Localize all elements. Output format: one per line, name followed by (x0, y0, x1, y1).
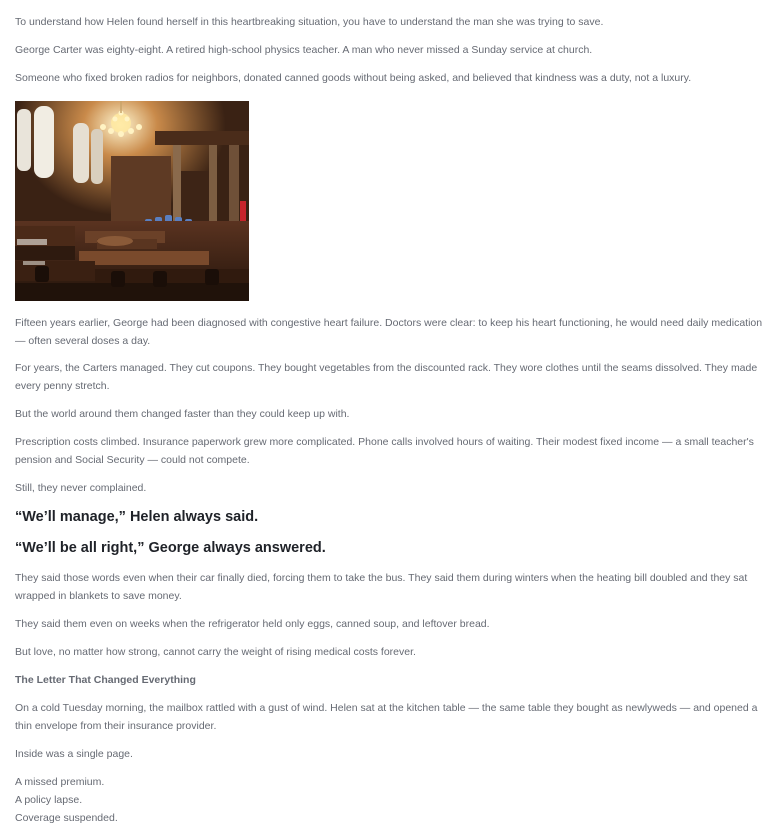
pull-quote-helen: “We’ll manage,” Helen always said. (15, 509, 259, 525)
closing-line: A policy lapse. (15, 794, 83, 806)
paragraph: For years, the Carters managed. They cut coupons. They bought vegetables from the discounted rack. They wore clothes until the seams dissolved. They made every penny stretch. (15, 362, 758, 392)
pull-quote-george: “We’ll be all right,” George always answered. (15, 540, 326, 556)
paragraph: Fifteen years earlier, George had been diagnosed with congestive heart failure. Doctors were clear: to keep his heart functioning, he would need daily medication — often several doses a day. (15, 317, 763, 347)
paragraph: Still, they never complained. (15, 482, 147, 494)
closing-lines (15, 773, 767, 827)
paragraph: On a cold Tuesday morning, the mailbox rattled with a gust of wind. Helen sat at the kitchen table — the same table they bought as newlyweds — and opened a thin envelope from their insurance provider. (15, 702, 758, 732)
closing-line: A missed premium. (15, 776, 105, 788)
paragraph: Prescription costs climbed. Insurance paperwork grew more complicated. Phone calls involved hours of waiting. Their modest fixed income — a small teacher's pension and Social Security — could not compete. (15, 436, 754, 466)
paragraph: Inside was a single page. (15, 748, 133, 760)
paragraph: To understand how Helen found herself in this heartbreaking situation, you have to understand the man she was trying to save. (15, 16, 604, 28)
paragraph: They said those words even when their car finally died, forcing them to take the bus. They said them during winters when the heating bill doubled and they sat wrapped in blankets to save money. (15, 572, 748, 602)
paragraph: But love, no matter how strong, cannot carry the weight of rising medical costs forever. (15, 646, 416, 658)
paragraph: They said them even on weeks when the refrigerator held only eggs, canned soup, and leftover bread. (15, 618, 490, 630)
paragraph: George Carter was eighty-eight. A retired high-school physics teacher. A man who never missed a Sunday service at church. (15, 44, 593, 56)
article-image (15, 101, 249, 301)
section-heading: The Letter That Changed Everything (15, 674, 196, 686)
paragraph: Someone who fixed broken radios for neighbors, donated canned goods without being asked, and believed that kindness was a duty, not a luxury. (15, 72, 692, 84)
courtroom-image (15, 101, 249, 301)
closing-line: Coverage suspended. (15, 812, 118, 824)
paragraph: But the world around them changed faster than they could keep up with. (15, 408, 350, 420)
